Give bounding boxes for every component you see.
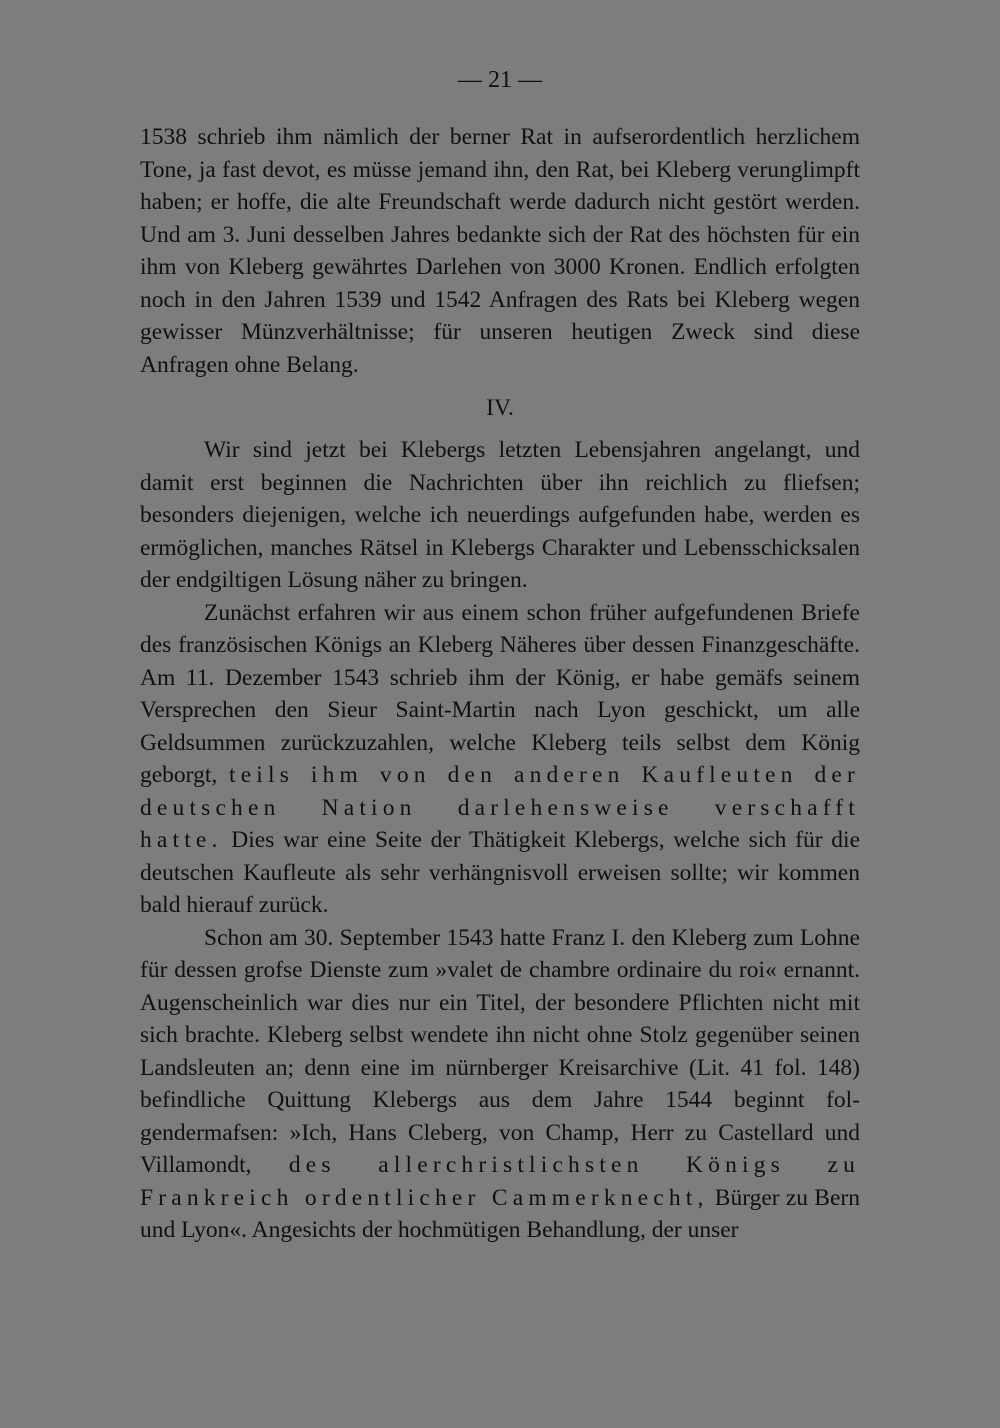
paragraph-finance-text-b: Dies war eine Seite der Thätigkeit Klebergs, welche sich für die deutschen Kaufleute als sehr verhängnisvoll erweisen sollte; wir kommen bald hierauf zurück. (140, 827, 860, 918)
paragraph-title-spaced-text: des allerchristlichsten Königs zu Frankreich ordentlicher Cammerknecht, (140, 1152, 861, 1211)
paragraph-finance (140, 597, 860, 922)
paragraph-title (140, 922, 860, 1247)
paragraph-finance-text-a: Zunächst erfahren wir aus einem schon früher aufgefundenen Briefe des französischen Königs an Kleberg Näheres über dessen Finanzgeschäfte. Am 11. Dezember 1543 schrieb ihm der König, er habe gemäfs seinem Versprechen den Sieur Saint-Martin nach Lyon geschickt, um alle Geldsummen zurückzuzahlen, welche Kleberg teils selbst dem König geborgt, (140, 599, 860, 788)
paragraph-continuation: 1538 schrieb ihm nämlich der berner Rat in aufserordentlich herzlichem Tone, ja fast devot, es müsse jemand ihn, den Rat, bei Kleberg verunglimpft haben; er hoffe, die alte Freundschaft werde dadurch nicht gestört werden. Und am 3. Juni desselben Jahres bedankte sich der Rat des höchsten für ein ihm von Kleberg gewährtes Darlehen von 3000 Kronen. Endlich erfolgten noch in den Jahren 1539 und 1542 Anfragen des Rats bei Kleberg wegen gewisser Münzverhältnisse; für unseren heutigen Zweck sind diese Anfragen ohne Belang. (140, 124, 860, 378)
paragraph-intro: Wir sind jetzt bei Klebergs letzten Lebensjahren angelangt, und damit erst beginnen die Nachrichten über ihn reichlich zu fliefsen; besonders diejenigen, welche ich neuerdings aufgefunden habe, werden es ermöglichen, manches Rätsel in Klebergs Charakter und Lebensschicksalen der endgiltigen Lösung näher zu bringen. (140, 437, 860, 593)
body-text (140, 121, 860, 1247)
book-page (140, 64, 860, 1247)
paragraph-finance-spaced-text: teils ihm von den anderen Kaufleuten der deutschen Nation darlehensweise verschafft hatte. (140, 762, 860, 853)
paragraph-title-text-a: Schon am 30. September 1543 hatte Franz I. den Kleberg zum Lohne für dessen grofse Dienste zum »valet de chambre ordinaire du roi« ernannt. Augenscheinlich war dies nur ein Titel, der besondere Pflichten nicht mit sich brachte. Kleberg selbst wendete ihn nicht ohne Stolz gegenüber seinen Landsleuten an; denn eine im nürnberger Kreisarchive (Lit. 41 fol. 148) befindliche Quittung Klebergs aus dem Jahre 1544 beginnt folgendermafsen: »Ich, Hans Cleberg, von Champ, Herr zu Castellard und Villamondt, (140, 924, 860, 1178)
section-heading: IV. (486, 395, 514, 421)
page-number: — 21 — (458, 67, 542, 93)
paragraph-title-text-b: Bürger zu Bern und Lyon«. Angesichts der hochmütigen Behandlung, der unser (140, 1184, 860, 1243)
